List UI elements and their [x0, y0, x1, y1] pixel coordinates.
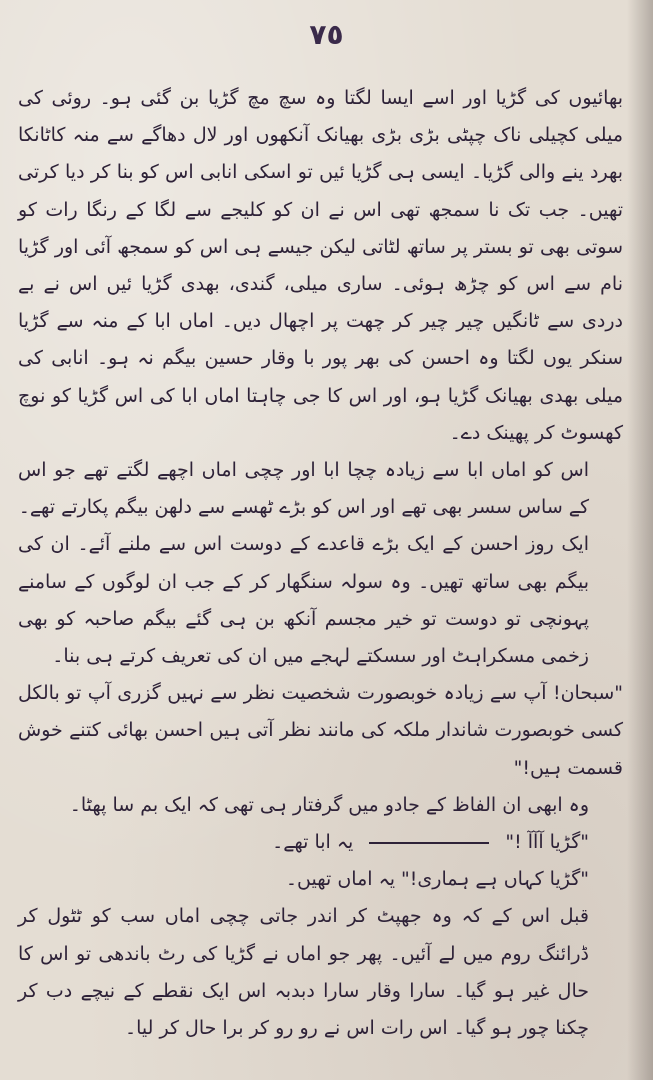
paragraph: "گڑیا کہاں ہے ہماری!" یہ اماں تھیں۔	[285, 868, 589, 891]
paragraph: قبل اس کے کہ وہ جھپٹ کر اندر جاتی چچی اماں سب کو ٹٹول کر ڈرائنگ روم میں لے آئیں۔ پھر جو اماں نے گڑیا کی رٹ باندھی تو اس کا حال غیر ہو گیا۔ سارا وقار سارا دبدبہ اس ایک نقطے کے نیچے دب کر چکنا چور ہو گیا۔ اس رات اس نے رو رو کر برا حال کر لیا۔	[18, 905, 589, 1040]
body-text	[18, 80, 623, 1047]
dialogue-text: "گڑیا آآآ !"	[505, 831, 589, 854]
paragraph: اس کو اماں ابا سے زیادہ چچا ابا اور چچی اماں اچھے لگتے تھے جو اس کے ساس سسر بھی تھے اور اس کو بڑے ٹھسے سے دلھن بیگم پکارتے تھے۔	[18, 459, 589, 519]
paragraph: "سبحان! آپ سے زیادہ خوبصورت شخصیت نظر سے نہیں گزری آپ تو بالکل کسی خوبصورت شاندار ملکہ کی مانند نظر آتی ہیں احسن بھائی کتنے خوش قسمت ہیں!"	[18, 682, 623, 779]
dialogue-line	[18, 824, 623, 861]
paragraph: ایک روز احسن کے ایک بڑے قاعدے کے دوست اس سے ملنے آئے۔ ان کی بیگم بھی ساتھ تھیں۔ وہ سولہ سنگھار کر کے جب ان لوگوں کے سامنے پہونچی تو دوست تو خیر مجسم آنکھ بن ہی گئے بیگم صاحبہ کو بھی زخمی مسکراہٹ اور سسکتے لہجے میں ان کی تعریف کرتے ہی بنا۔	[18, 533, 589, 668]
page-number: ٧٥	[309, 18, 344, 51]
dialogue-speaker: یہ ابا تھے۔	[272, 831, 354, 854]
paragraph: وہ ابھی ان الفاظ کے جادو میں گرفتار ہی تھی کہ ایک بم سا پھٹا۔	[69, 793, 589, 816]
dash-divider	[369, 842, 489, 844]
paragraph: بھائیوں کی گڑیا اور اسے ایسا لگتا وہ سچ مچ گڑیا بن گئی ہو۔ روئی کی میلی کچیلی ناک چپٹی بڑی بڑی بھیانک آنکھوں اور لال دھاگے سے منہ کاٹانکا بھرد ینے والی گڑیا۔ ایسی ہی گڑیا ئیں تو اسکی انابی اس کو بنا کر دیا کرتی تھیں۔ جب تک نا سمجھ تھی اس نے ان کو کلیجے سے لگا کے رنگا رات کو سوتی بھی تو بستر پر ساتھ لٹاتی لیکن جیسے ہی اس کو سمجھ آئی اور گڑیا نام سے اس کو چڑھ ہوئی۔ ساری میلی، گندی، بھدی گڑیا ئیں اس نے بے دردی سے ٹانگیں چیر چیر کر چھت پر اچھال دیں۔ اماں ابا کے منہ سے گڑیا سنکر یوں لگتا وہ احسن کی بھر پور با وقار حسین بیگم نہ ہو۔ انابی کی میلی بھدی بھیانک گڑیا ہو، اور اس کا جی چاہتا اماں ابا کی اس گڑیا کو نوچ کھسوٹ کر پھینک دے۔	[18, 87, 623, 444]
page-edge-shadow	[627, 0, 653, 1080]
